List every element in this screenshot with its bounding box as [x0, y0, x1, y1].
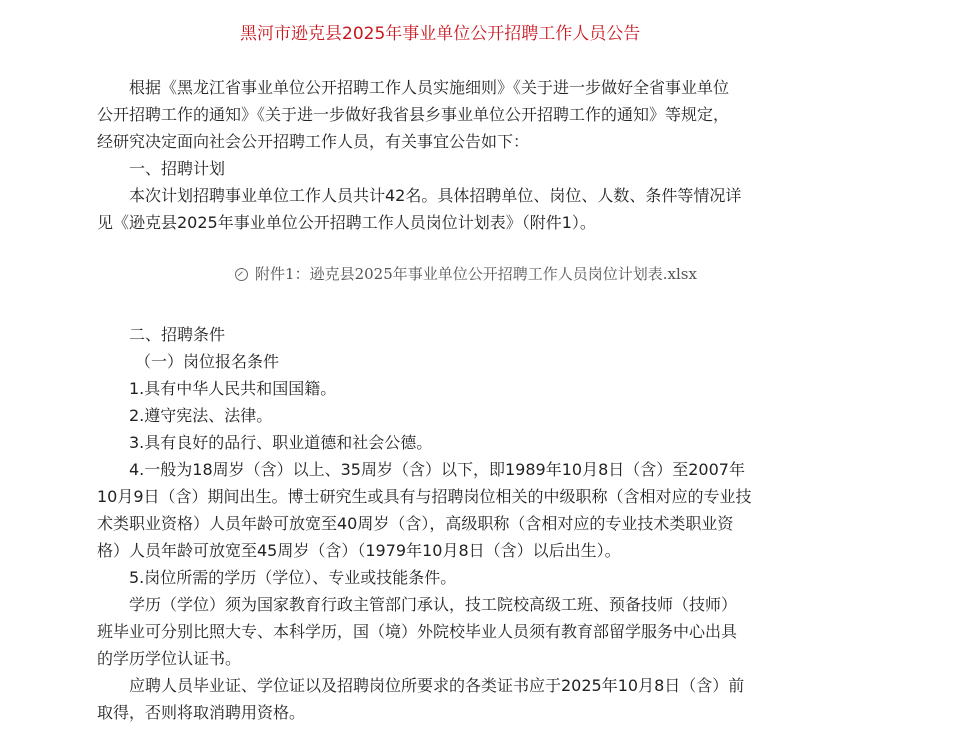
condition-item-3: 3.具有良好的品行、职业道德和社会公德。	[129, 433, 433, 452]
spacer	[97, 312, 775, 321]
intro-paragraph-line: 经研究决定面向社会公开招聘工作人员，有关事宜公告如下：	[97, 132, 530, 151]
condition-item-4-line: 术类职业资格）人员年龄可放宽至40周岁（含），高级职称（含相对应的专业技术类职业资	[97, 514, 734, 533]
intro-paragraph-line: 根据《黑龙江省事业单位公开招聘工作人员实施细则》《关于进一步做好全省事业单位	[129, 78, 730, 97]
education-paragraph-line: 的学历学位认证书。	[97, 649, 242, 668]
certificate-paragraph-line: 应聘人员毕业证、学位证以及招聘岗位所要求的各类证书应于2025年10月8日（含）前	[129, 676, 745, 695]
attachment-label: 附件1：逊克县2025年事业单位公开招聘工作人员岗位计划表.xlsx	[255, 264, 697, 283]
attachment-link[interactable]	[157, 236, 775, 312]
condition-item-4-line: 格）人员年龄可放宽至45周岁（含）（1979年10月8日（含）以后出生）。	[97, 541, 621, 560]
subsection1-heading: （一）岗位报名条件	[135, 352, 280, 371]
condition-item-4-line: 10月9日（含）期间出生。博士研究生或具有与招聘岗位相关的中级职称（含相对应的专业技	[97, 487, 752, 506]
article-body	[97, 74, 775, 726]
section1-paragraph-line: 见《逊克县2025年事业单位公开招聘工作人员岗位计划表》（附件1）。	[97, 213, 596, 232]
paperclip-icon	[235, 268, 248, 281]
intro-paragraph-line: 公开招聘工作的通知》《关于进一步做好我省县乡事业单位公开招聘工作的通知》等规定，	[97, 105, 730, 124]
condition-item-2: 2.遵守宪法、法律。	[129, 406, 273, 425]
condition-item-1: 1.具有中华人民共和国国籍。	[129, 379, 337, 398]
section1-heading: 一、招聘计划	[129, 159, 226, 178]
education-paragraph-line: 学历（学位）须为国家教育行政主管部门承认，技工院校高级工班、预备技师（技师）	[129, 595, 738, 614]
section1-paragraph-line: 本次计划招聘事业单位工作人员共计42名。具体招聘单位、岗位、人数、条件等情况详	[129, 186, 742, 205]
education-paragraph-line: 班毕业可分别比照大专、本科学历，国（境）外院校毕业人员须有教育部留学服务中心出具	[97, 622, 738, 641]
certificate-paragraph-line: 取得，否则将取消聘用资格。	[97, 703, 306, 722]
condition-item-4-line: 4.一般为18周岁（含）以上、35周岁（含）以下，即1989年10月8日（含）至2007年	[129, 460, 745, 479]
section2-heading: 二、招聘条件	[129, 325, 226, 344]
page-title: 黑河市逊克县2025年事业单位公开招聘工作人员公告	[240, 24, 641, 44]
condition-item-5: 5.岗位所需的学历（学位）、专业或技能条件。	[129, 568, 457, 587]
